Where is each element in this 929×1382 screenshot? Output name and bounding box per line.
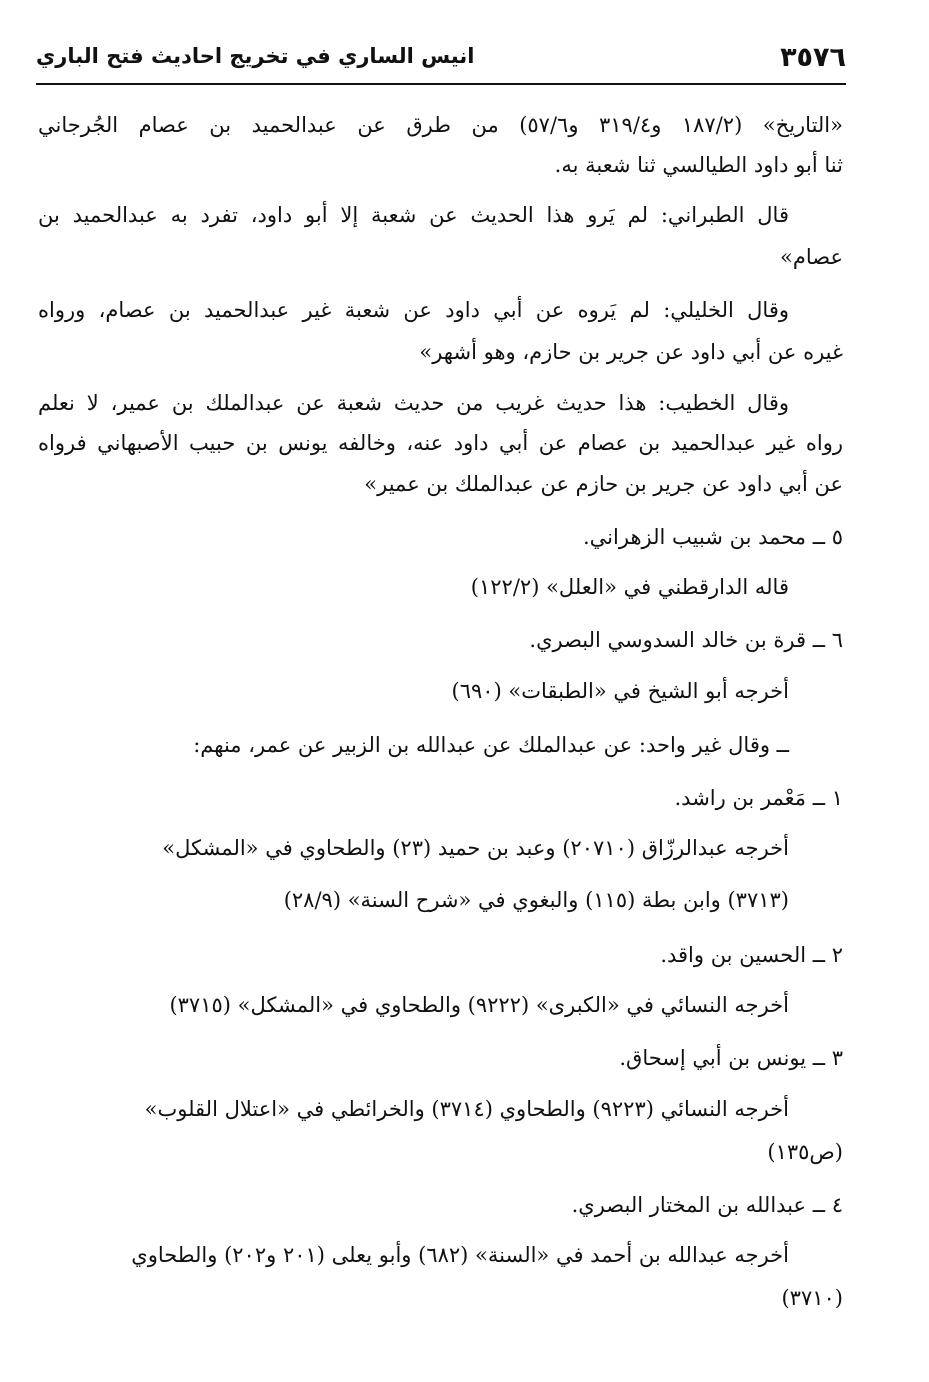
- text-line: أخرجه أبو الشيخ في «الطبقات» (٦٩٠): [451, 679, 789, 703]
- list-item-heading: ٥ ــ محمد بن شبيب الزهراني.: [583, 525, 843, 549]
- list-item-heading: ١ ــ مَعْمر بن راشد.: [674, 786, 843, 810]
- text-line: عن أبي داود عن جرير بن حازم عن عبدالملك بن عمير»: [364, 472, 843, 496]
- text-line: غيره عن أبي داود عن جرير بن حازم، وهو أشهر»: [419, 340, 843, 364]
- header-rule: [36, 83, 846, 85]
- text-line: قاله الدارقطني في «العلل» (١٢٢/٢): [470, 575, 789, 599]
- list-item-heading: ٤ ــ عبدالله بن المختار البصري.: [571, 1193, 843, 1217]
- list-item-heading: ٦ ــ قرة بن خالد السدوسي البصري.: [529, 628, 843, 652]
- text-line: أخرجه النسائي في «الكبرى» (٩٢٢٢) والطحاوي في «المشكل» (٣٧١٥): [169, 993, 789, 1017]
- text-line: ــ وقال غير واحد: عن عبدالملك عن عبدالله بن الزبير عن عمر، منهم:: [193, 733, 789, 757]
- text-line: (٣٧١٠): [781, 1286, 843, 1310]
- text-line: (ص١٣٥): [767, 1140, 843, 1164]
- text-line: وقال الخطيب: هذا حديث غريب من حديث شعبة عن عبدالملك بن عمير، لا نعلم: [38, 391, 789, 415]
- text-line: أخرجه عبدالله بن أحمد في «السنة» (٦٨٢) وأبو يعلى (٢٠١ و٢٠٢) والطحاوي: [131, 1243, 789, 1267]
- text-line: ثنا أبو داود الطيالسي ثنا شعبة به.: [554, 153, 843, 177]
- list-item-heading: ٣ ــ يونس بن أبي إسحاق.: [619, 1046, 843, 1070]
- text-line: أخرجه عبدالرزّاق (٢٠٧١٠) وعبد بن حميد (٢٣) والطحاوي في «المشكل»: [162, 836, 789, 860]
- page-header: [36, 38, 846, 80]
- page-number: ٣٥٧٦: [780, 42, 846, 73]
- text-line: عصام»: [780, 245, 843, 269]
- text-line: أخرجه النسائي (٩٢٢٣) والطحاوي (٣٧١٤) والخرائطي في «اعتلال القلوب»: [144, 1097, 789, 1121]
- text-line: قال الطبراني: لم يَرو هذا الحديث عن شعبة إلا أبو داود، تفرد به عبدالحميد بن: [38, 203, 789, 227]
- text-line: وقال الخليلي: لم يَروه عن أبي داود عن شعبة غير عبدالحميد بن عصام، ورواه: [38, 298, 789, 322]
- text-line: (٣٧١٣) وابن بطة (١١٥) والبغوي في «شرح السنة» (٢٨/٩): [283, 888, 789, 912]
- text-line: رواه غير عبدالحميد بن عصام عن أبي داود عنه، وخالفه يونس بن حبيب الأصبهاني فرواه: [38, 431, 843, 455]
- text-line: «التاريخ» (١٨٧/٢ و٣١٩/٤ و٥٧/٦) من طرق عن عبدالحميد بن عصام الجُرجاني: [38, 113, 843, 137]
- list-item-heading: ٢ ــ الحسين بن واقد.: [660, 943, 843, 967]
- running-title: انيس الساري في تخريج احاديث فتح الباري: [36, 44, 475, 68]
